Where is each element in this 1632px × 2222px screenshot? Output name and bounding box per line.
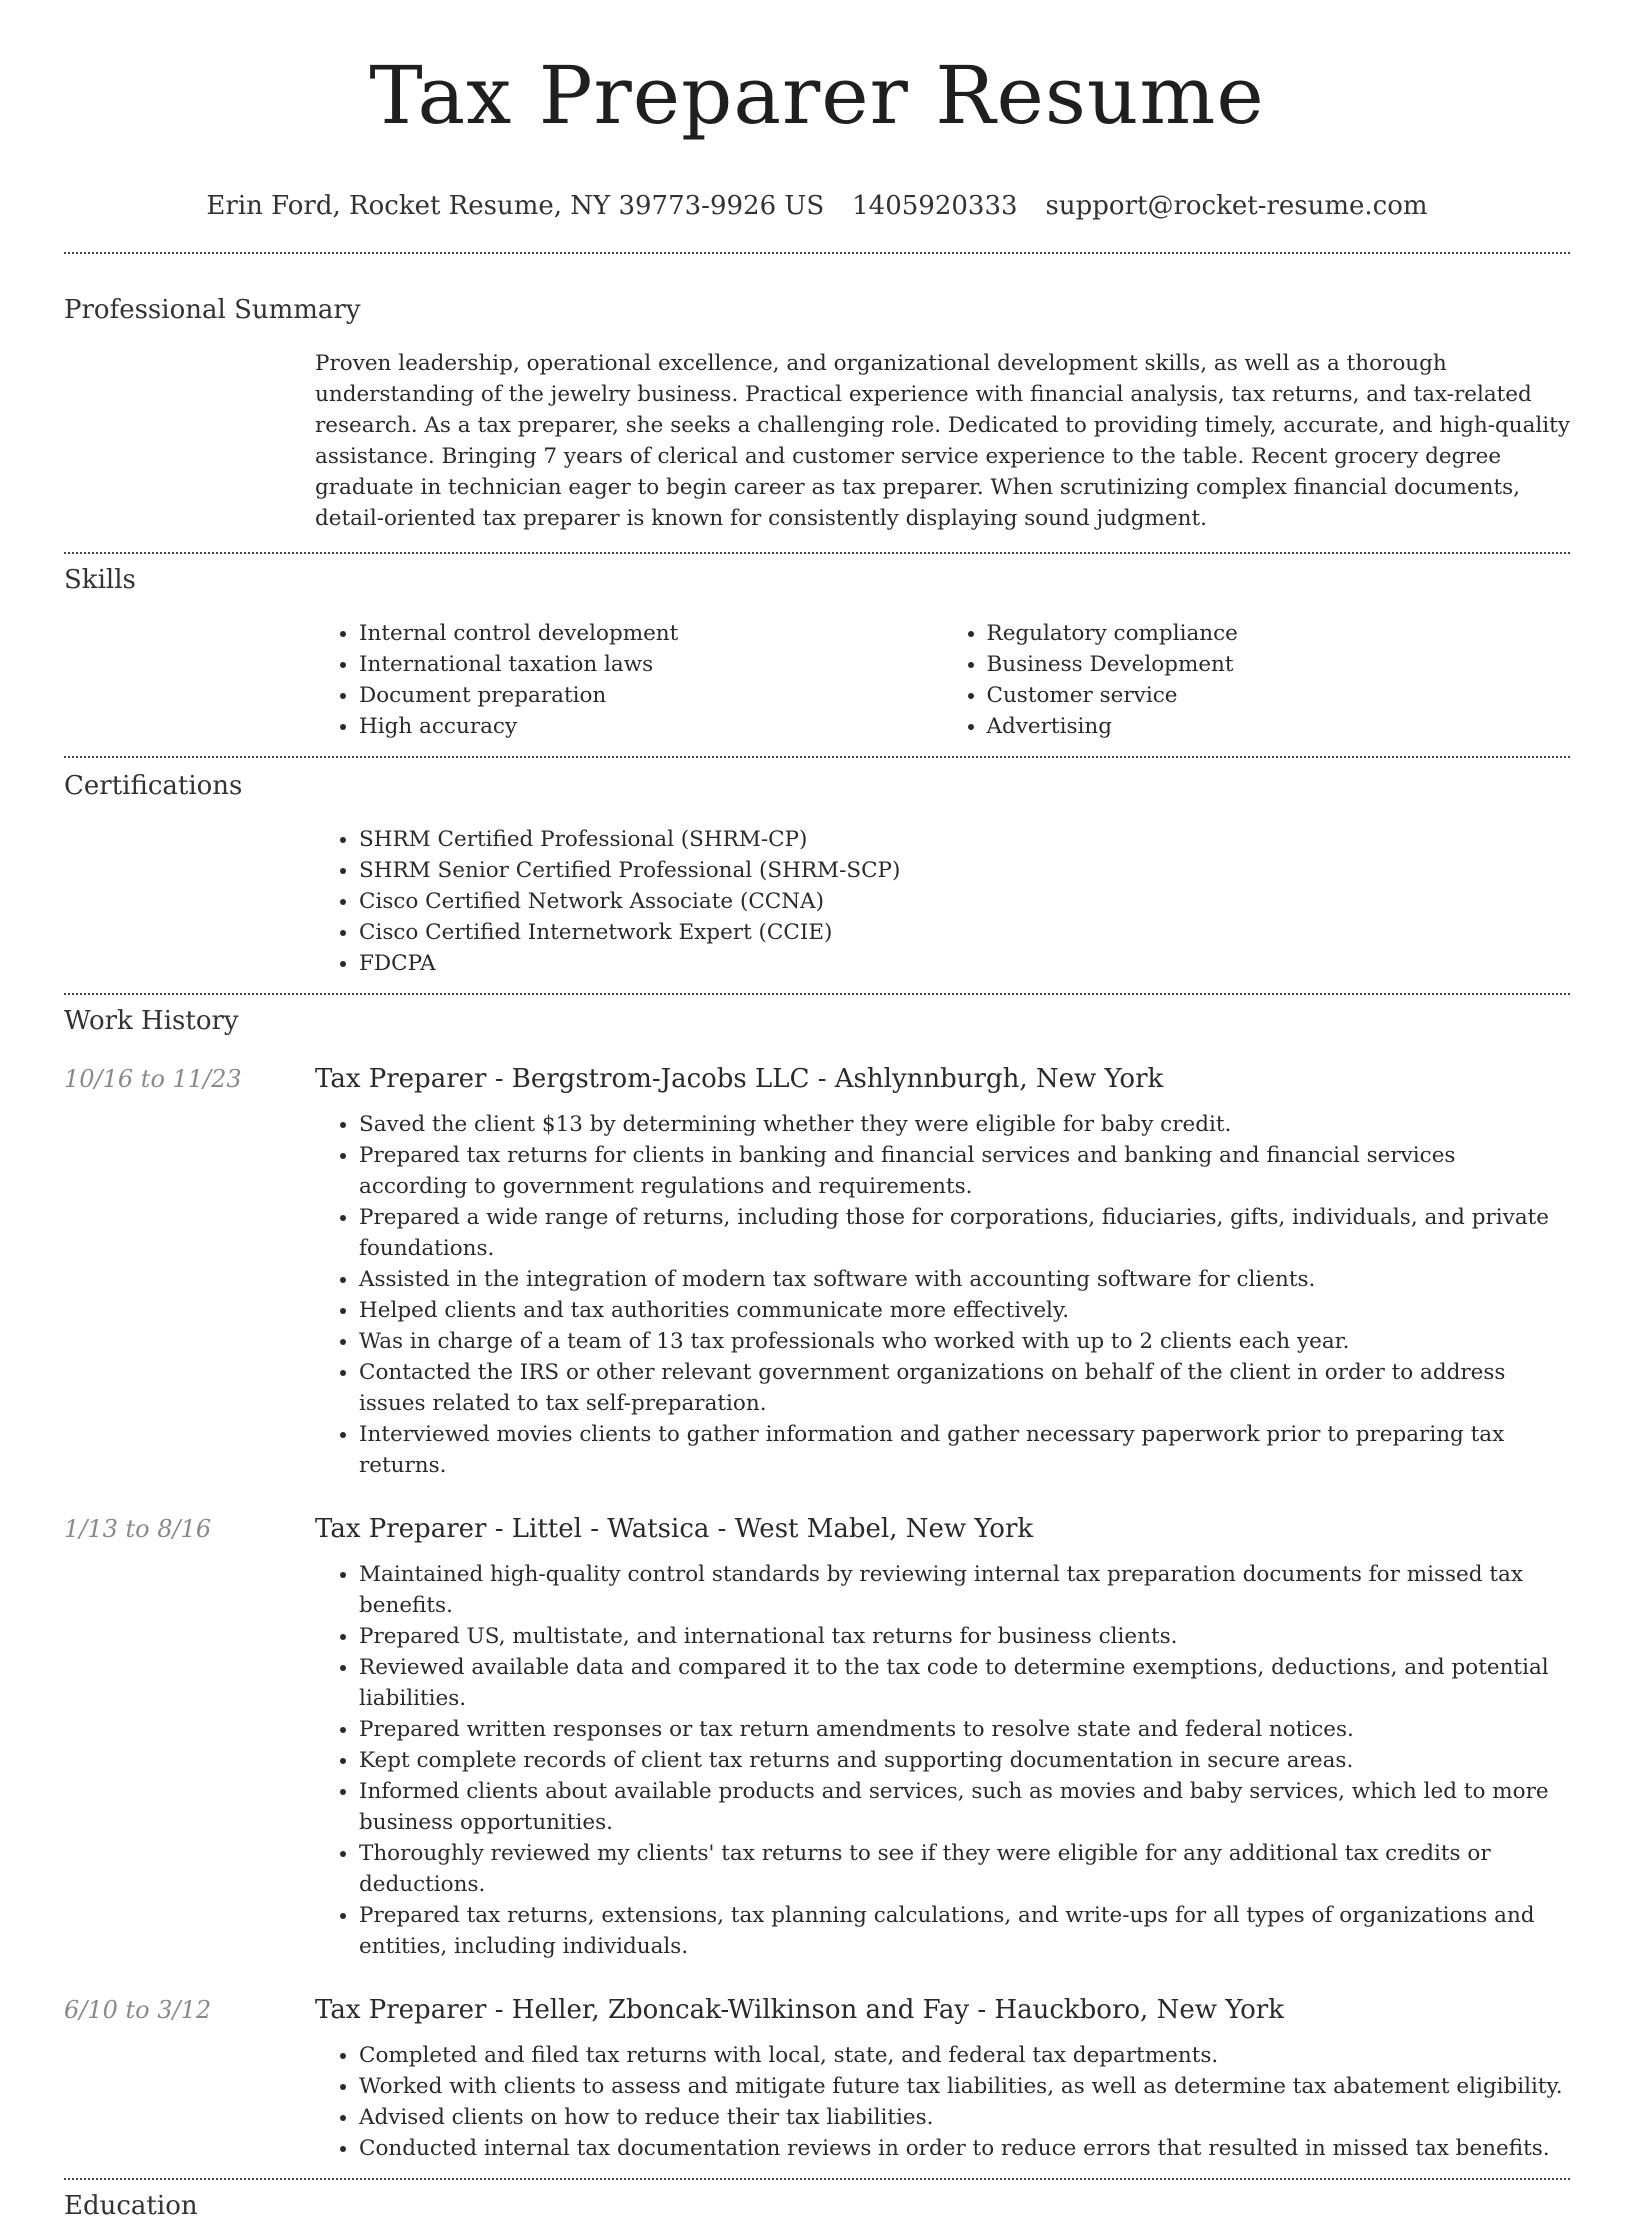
job-bullet: • Completed and filed tax returns with local, state, and federal tax departments. [359, 2040, 1570, 2071]
job-bullet: • Prepared tax returns, extensions, tax planning calculations, and write-ups for all types of organizations and entities, including individuals. [359, 1900, 1570, 1962]
job-bullet: • Prepared a wide range of returns, including those for corporations, fiduciaries, gifts, individuals, and private foundations. [359, 1202, 1570, 1264]
skills-column-right [943, 618, 1571, 742]
skill-item: • Regulatory compliance [987, 618, 1571, 649]
job-dates: 6/10 to 3/12 [64, 1996, 212, 2024]
certification-item: • SHRM Senior Certified Professional (SHRM-SCP) [359, 855, 1570, 886]
skill-item: • High accuracy [359, 711, 943, 742]
contact-email: support@rocket-resume.com [1045, 191, 1428, 221]
resume-page [64, 0, 1570, 2222]
job-bullet: • Advised clients on how to reduce their tax liabilities. [359, 2102, 1570, 2133]
summary-text: Proven leadership, operational excellence, and organizational development skills, as well as a thorough understanding of the jewelry business. Practical experience with financial analysis, tax returns, and tax-related research. As a tax preparer, she seeks a challenging role. Dedicated to providing timely, accurate, and high-quality assistance. Bringing 7 years of clerical and customer service experience to the table. Recent grocery degree graduate in technician eager to begin career as tax preparer. When scrutinizing complex financial documents, detail-oriented tax preparer is known for consistently displaying sound judgment. [315, 351, 1570, 531]
job-bullet: • Kept complete records of client tax returns and supporting documentation in secure areas. [359, 1745, 1570, 1776]
skill-item: • Internal control development [359, 618, 943, 649]
skills-column-left [315, 618, 943, 742]
job-entry [64, 1063, 1570, 1481]
certification-item: • SHRM Certified Professional (SHRM-CP) [359, 824, 1570, 855]
section-divider [64, 552, 1570, 554]
certification-item: • Cisco Certified Network Associate (CCNA) [359, 886, 1570, 917]
skill-item: • International taxation laws [359, 649, 943, 680]
skill-item: • Document preparation [359, 680, 943, 711]
contact-phone: 1405920333 [852, 191, 1018, 221]
skill-item: • Advertising [987, 711, 1571, 742]
job-dates: 10/16 to 11/23 [64, 1065, 242, 1093]
certification-item: • FDCPA [359, 948, 1570, 979]
job-bullets [315, 1109, 1570, 1481]
skill-item: • Customer service [987, 680, 1571, 711]
job-bullet: • Thoroughly reviewed my clients' tax returns to see if they were eligible for any additional tax credits or deductions. [359, 1838, 1570, 1900]
job-bullets [315, 2040, 1570, 2164]
certifications-heading: Certifications [64, 771, 243, 801]
section-divider [64, 756, 1570, 758]
job-bullet: • Informed clients about available products and services, such as movies and baby services, which led to more business opportunities. [359, 1776, 1570, 1838]
skill-item: • Business Development [987, 649, 1571, 680]
job-title: Tax Preparer - Littel - Watsica - West Mabel, New York [315, 1514, 1034, 1544]
job-bullet: • Interviewed movies clients to gather information and gather necessary paperwork prior to preparing tax returns. [359, 1419, 1570, 1481]
job-bullet: • Worked with clients to assess and mitigate future tax liabilities, as well as determine tax abatement eligibility. [359, 2071, 1570, 2102]
job-bullet: • Assisted in the integration of modern tax software with accounting software for clients. [359, 1264, 1570, 1295]
job-dates: 1/13 to 8/16 [64, 1515, 212, 1543]
section-divider [64, 2178, 1570, 2180]
job-bullet: • Was in charge of a team of 13 tax professionals who worked with up to 2 clients each year. [359, 1326, 1570, 1357]
certification-item: • Cisco Certified Internetwork Expert (CCIE) [359, 917, 1570, 948]
job-bullet: • Prepared written responses or tax return amendments to resolve state and federal notices. [359, 1714, 1570, 1745]
skills-list [315, 618, 1570, 742]
job-entry [64, 1513, 1570, 1962]
education-heading: Education [64, 2191, 198, 2221]
job-title: Tax Preparer - Bergstrom-Jacobs LLC - Ashlynnburgh, New York [315, 1064, 1164, 1094]
job-bullet: • Conducted internal tax documentation reviews in order to reduce errors that resulted in missed tax benefits. [359, 2133, 1570, 2164]
resume-title: Tax Preparer Resume [369, 49, 1265, 142]
certifications-list [315, 824, 1570, 979]
job-bullet: • Maintained high-quality control standards by reviewing internal tax preparation documents for missed tax benefits. [359, 1559, 1570, 1621]
job-bullet: • Helped clients and tax authorities communicate more effectively. [359, 1295, 1570, 1326]
summary-heading: Professional Summary [64, 295, 361, 325]
job-bullet: • Saved the client $13 by determining whether they were eligible for baby credit. [359, 1109, 1570, 1140]
skills-heading: Skills [64, 565, 136, 595]
job-bullets [315, 1559, 1570, 1962]
job-bullet: • Reviewed available data and compared it to the tax code to determine exemptions, deductions, and potential liabilities. [359, 1652, 1570, 1714]
job-bullet: • Prepared US, multistate, and international tax returns for business clients. [359, 1621, 1570, 1652]
section-divider [64, 252, 1570, 254]
job-bullet: • Contacted the IRS or other relevant government organizations on behalf of the client in order to address issues related to tax self-preparation. [359, 1357, 1570, 1419]
job-title: Tax Preparer - Heller, Zboncak-Wilkinson and Fay - Hauckboro, New York [315, 1995, 1284, 2025]
work-history-heading: Work History [64, 1006, 239, 1036]
contact-address: Erin Ford, Rocket Resume, NY 39773-9926 US [206, 191, 825, 221]
section-divider [64, 993, 1570, 995]
contact-line [64, 190, 1570, 222]
job-bullet: • Prepared tax returns for clients in banking and financial services and banking and financial services according to government regulations and requirements. [359, 1140, 1570, 1202]
job-entry [64, 1994, 1570, 2164]
